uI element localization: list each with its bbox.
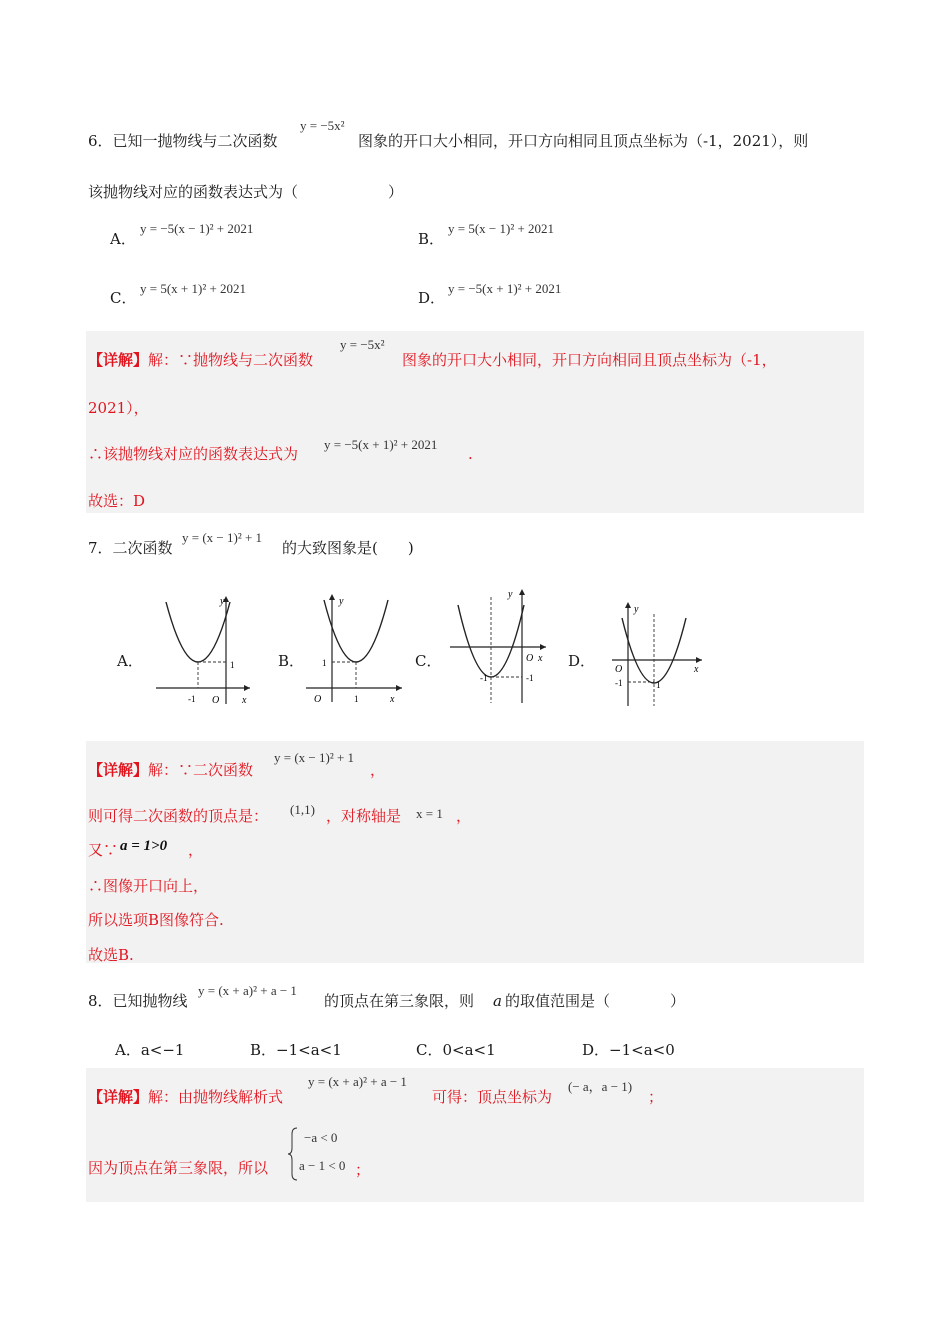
q7-graph-d-x-arrow bbox=[696, 657, 702, 663]
q7-graph-a-tick-1: 1 bbox=[230, 660, 235, 670]
q8-option-a-label: A． bbox=[115, 1041, 141, 1059]
q6-base-formula: y = −5x² bbox=[300, 118, 345, 133]
q6-stem-prefix: 6．已知一抛物线与二次函数 bbox=[88, 132, 278, 150]
q7-solution-line4: ∴图像开口向上， bbox=[88, 877, 209, 895]
q7-solution-line3-b: ， bbox=[188, 841, 204, 859]
q8-option-d bbox=[582, 1040, 675, 1060]
q8-option-b bbox=[250, 1040, 342, 1060]
q7-graph-a-x-label: x bbox=[242, 695, 247, 706]
q8-option-a-value: a<−1 bbox=[140, 1041, 185, 1059]
q8-option-c-value: 0<a<1 bbox=[442, 1041, 496, 1059]
q8-option-b-label: B． bbox=[250, 1041, 277, 1059]
q7-function-formula: y = (x − 1)² + 1 bbox=[182, 530, 263, 545]
q7-graph-d-y-arrow bbox=[625, 602, 631, 608]
q8-solution-ineq1: −a < 0 bbox=[304, 1130, 338, 1145]
q7-graph-c-y-arrow bbox=[519, 589, 525, 595]
q6-solution-line1-b: 图象的开口大小相同，开口方向相同且顶点坐标为（-1， bbox=[402, 351, 777, 369]
q8-solution-line1-a: 解：由抛物线解析式 bbox=[148, 1088, 284, 1106]
q7-graph-c-parabola bbox=[458, 605, 524, 677]
q6-solution-line2: 2021）， bbox=[88, 399, 149, 417]
q7-graph-c-tick-neg1-x: -1 bbox=[480, 673, 488, 683]
q8-stem-suffix: 的取值范围是（ ） bbox=[505, 992, 686, 1010]
q7-graph-a-parabola bbox=[166, 602, 230, 662]
q6-option-c-label: C． bbox=[110, 289, 137, 307]
q7-graph-b-tick-1-y: 1 bbox=[322, 658, 327, 668]
q7-graph-b-y-label: y bbox=[339, 596, 344, 607]
q7-solution-line1 bbox=[88, 760, 253, 781]
q7-graph-b bbox=[302, 590, 410, 710]
q6-solution-line1-a: 解：∵抛物线与二次函数 bbox=[148, 351, 314, 369]
q6-solution-line1 bbox=[88, 350, 313, 371]
q8-solution-line2-end: ； bbox=[355, 1161, 371, 1179]
q7-graph-c-x-arrow bbox=[540, 644, 546, 650]
q7-solution-line3-expr: a = 1>0 bbox=[120, 838, 168, 854]
q7-stem-prefix: 7．二次函数 bbox=[88, 539, 173, 557]
q7-graph-c-origin: O bbox=[526, 653, 534, 664]
q8-solution-brace bbox=[287, 1126, 299, 1182]
q7-graph-c-x-label: x bbox=[538, 653, 543, 664]
q6-option-b-formula: y = 5(x − 1)² + 2021 bbox=[448, 221, 555, 236]
q6-solution-line3-b: . bbox=[468, 445, 473, 463]
q7-graph-b-y-arrow bbox=[329, 594, 335, 600]
q6-option-d-formula: y = −5(x + 1)² + 2021 bbox=[448, 281, 562, 296]
q7-graph-a-tick-neg1: -1 bbox=[188, 694, 196, 704]
q6-solution-line3-a: ∴该抛物线对应的函数表达式为 bbox=[88, 445, 299, 463]
q6-solution-line4: 故选：D bbox=[88, 492, 146, 510]
q6-option-d-label: D． bbox=[418, 289, 446, 307]
q7-solution-axis: x = 1 bbox=[416, 806, 443, 821]
q7-solution-function-formula: y = (x − 1)² + 1 bbox=[274, 750, 355, 765]
q7-graph-a-x-arrow bbox=[244, 685, 250, 691]
q6-option-a-formula: y = −5(x − 1)² + 2021 bbox=[140, 221, 254, 236]
q7-solution-line3-a: 又∵ bbox=[88, 841, 119, 859]
q7-graph-b-origin: O bbox=[314, 694, 322, 705]
q6-solution-answer-formula: y = −5(x + 1)² + 2021 bbox=[324, 437, 438, 452]
q6-stem-line2: 该抛物线对应的函数表达式为（ ） bbox=[88, 183, 404, 201]
q6-option-c-formula: y = 5(x + 1)² + 2021 bbox=[140, 281, 247, 296]
q8-stem-prefix: 8．已知抛物线 bbox=[88, 992, 188, 1010]
q7-graph-c-y-label: y bbox=[508, 589, 513, 600]
q7-graph-d-y-label: y bbox=[634, 604, 639, 615]
q6-solution-tag: 【详解】 bbox=[88, 352, 149, 369]
q7-graph-c-tick-neg1-y: -1 bbox=[526, 673, 534, 683]
q8-solution-line1 bbox=[88, 1087, 283, 1108]
q8-solution-vertex: (− a，a − 1) bbox=[568, 1079, 633, 1094]
q8-solution-ineq2: a − 1 < 0 bbox=[299, 1158, 346, 1173]
q8-option-d-label: D． bbox=[582, 1041, 610, 1059]
q8-solution-function-formula: y = (x + a)² + a − 1 bbox=[308, 1074, 407, 1089]
q7-graph-d bbox=[606, 598, 706, 710]
q7-graph-d-tick-1: 1 bbox=[656, 680, 661, 690]
q7-graph-b-parabola bbox=[324, 600, 388, 662]
q7-solution-line2-b: ，对称轴是 bbox=[326, 807, 402, 825]
q6-option-b-label: B． bbox=[418, 230, 445, 248]
q7-solution-line6: 故选B. bbox=[88, 946, 134, 964]
q8-solution-line1-c: ； bbox=[648, 1088, 664, 1106]
q7-graph-d-x-label: x bbox=[694, 664, 699, 675]
q7-graph-b-x-arrow bbox=[396, 685, 402, 691]
q8-solution-line2: 因为顶点在第三象限，所以 bbox=[88, 1159, 269, 1177]
q7-solution-line2-c: ， bbox=[456, 807, 472, 825]
q8-option-b-value: −1<a<1 bbox=[276, 1041, 342, 1059]
q6-option-a-label: A． bbox=[110, 230, 136, 248]
q7-stem-suffix: 的大致图象是( ) bbox=[282, 539, 414, 557]
q7-graph-a-label: A． bbox=[117, 652, 143, 670]
q6-stem-suffix: 图象的开口大小相同，开口方向相同且顶点坐标为（-1，2021），则 bbox=[358, 132, 809, 150]
q7-graph-b-tick-1-x: 1 bbox=[354, 694, 359, 704]
q8-stem-mid: 的顶点在第三象限，则 bbox=[324, 992, 475, 1010]
q8-option-c bbox=[416, 1040, 496, 1060]
q8-option-c-label: C． bbox=[416, 1041, 443, 1059]
q7-solution-tag: 【详解】 bbox=[88, 762, 149, 779]
q7-solution-line1-end: ， bbox=[370, 761, 386, 779]
q7-solution-vertex: (1,1) bbox=[290, 802, 315, 817]
q7-graph-a-origin: O bbox=[212, 695, 220, 706]
q7-solution-line1-text: 解：∵二次函数 bbox=[148, 761, 254, 779]
q8-function-formula: y = (x + a)² + a − 1 bbox=[198, 983, 297, 998]
q7-graph-a-y-label: y bbox=[220, 596, 225, 607]
q7-graph-c bbox=[446, 585, 556, 707]
q7-graph-b-x-label: x bbox=[390, 694, 395, 705]
q8-solution-line1-b: 可得：顶点坐标为 bbox=[432, 1088, 553, 1106]
q6-solution-base-formula: y = −5x² bbox=[340, 337, 385, 352]
q7-graph-b-label: B． bbox=[278, 652, 305, 670]
q7-graph-d-tick-neg1: -1 bbox=[615, 678, 623, 688]
q7-solution-line2-a: 则可得二次函数的顶点是： bbox=[88, 807, 269, 825]
q7-graph-a bbox=[150, 592, 260, 710]
q8-option-d-value: −1<a<0 bbox=[609, 1041, 675, 1059]
q7-graph-c-label: C． bbox=[415, 652, 442, 670]
q7-graph-d-origin: O bbox=[615, 664, 623, 675]
q7-graph-d-label: D． bbox=[568, 652, 596, 670]
q8-stem-var: a bbox=[493, 992, 502, 1010]
q8-solution-tag: 【详解】 bbox=[88, 1089, 149, 1106]
q7-solution-line5: 所以选项B图像符合. bbox=[88, 911, 224, 929]
q8-option-a bbox=[115, 1040, 184, 1060]
